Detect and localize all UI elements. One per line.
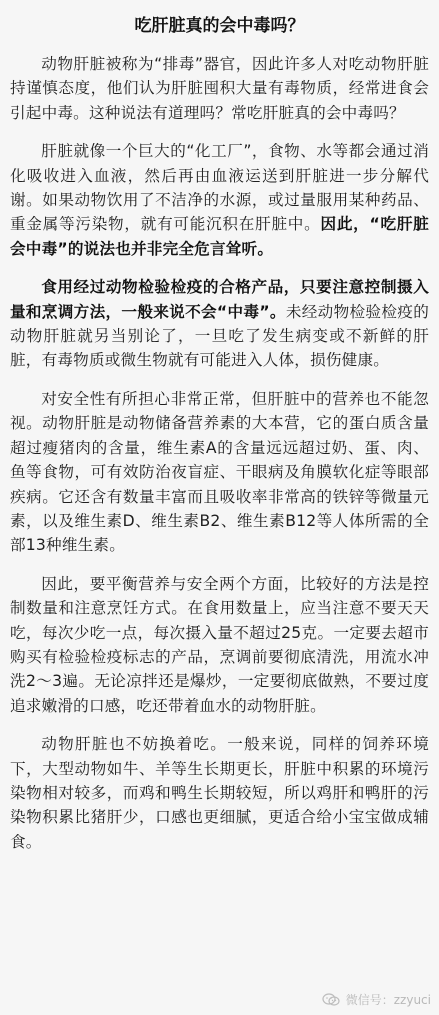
article-body bbox=[10, 52, 429, 854]
article-paragraph bbox=[10, 52, 429, 125]
paragraph-text: 因此，要平衡营养与安全两个方面，比较好的方法是控制数量和注意烹饪方式。在食用数量上，应当注意不要天天吃，每次少吃一点，每次摄入量不超过25克。一定要去超市购买有检验检疫标志的产品，烹调前要彻底清洗，用流水冲洗2～3遍。无论凉拌还是爆炒，一定要彻底做熟，不要过度追求嫩滑的口感，吃还带着血水的动物肝脏。 bbox=[10, 574, 429, 715]
wechat-watermark bbox=[322, 993, 431, 1007]
paragraph-text: 动物肝脏被称为“排毒”器官，因此许多人对吃动物肝脏持谨慎态度，他们认为肝脏囤积大量有毒物质，经常进食会引起中毒。这种说法有道理吗？常吃肝脏真的会中毒吗？ bbox=[10, 55, 429, 122]
article-paragraph bbox=[10, 732, 429, 854]
paragraph-text: 未经动物检验检疫的动物肝脏就另当别论了，一旦吃了发生病变或不新鲜的肝脏，有毒物质或微生物就有可能进入人体，损伤健康。 bbox=[10, 302, 429, 370]
article-title: 吃肝脏真的会中毒吗？ bbox=[134, 16, 305, 36]
article-paragraph bbox=[10, 572, 429, 718]
paragraph-bold-text: 食用经过动物检验检疫的合格产品，只要注意控制摄入量和烹调方法，一般来说不会“中毒”。 bbox=[10, 278, 429, 321]
article-paragraph bbox=[10, 139, 429, 261]
article-paragraph bbox=[10, 387, 429, 558]
paragraph-text: 肝脏就像一个巨大的“化工厂”，食物、水等都会通过消化吸收进入血液，然后再由血液运送到肝脏进一步分解代谢。如果动物饮用了不洁净的水源，或过量服用某种药品、重金属等污染物，就有可能沉积在肝脏中。 bbox=[10, 142, 429, 234]
paragraph-text: 对安全性有所担心非常正常，但肝脏中的营养也不能忽视。动物肝脏是动物储备营养素的大本营，它的蛋白质含量超过瘦猪肉的含量，维生素A的含量远远超过奶、蛋、肉、鱼等食物，可有效防治夜盲症、干眼病及角膜软化症等眼部疾病。它还含有数量丰富而且吸收率非常高的铁锌等微量元素，以及维生素D、维生素B2、维生素B12等人体所需的全部13种维生素。 bbox=[10, 389, 429, 555]
watermark-text: 微信号：zzyuci bbox=[345, 993, 431, 1007]
wechat-icon bbox=[322, 993, 340, 1007]
paragraph-text: 动物肝脏也不妨换着吃。一般来说，同样的饲养环境下，大型动物如牛、羊等生长期更长，肝脏中积累的环境污染物相对较多，而鸡和鸭生长期较短，所以鸡肝和鸭肝的污染物积累比猪肝少，口感也更细腻，更适合给小宝宝做成辅食。 bbox=[10, 735, 429, 851]
paragraph-bold-text: 因此，“吃肝脏会中毒”的说法也并非完全危言耸听。 bbox=[10, 215, 429, 258]
article-paragraph bbox=[10, 275, 429, 373]
